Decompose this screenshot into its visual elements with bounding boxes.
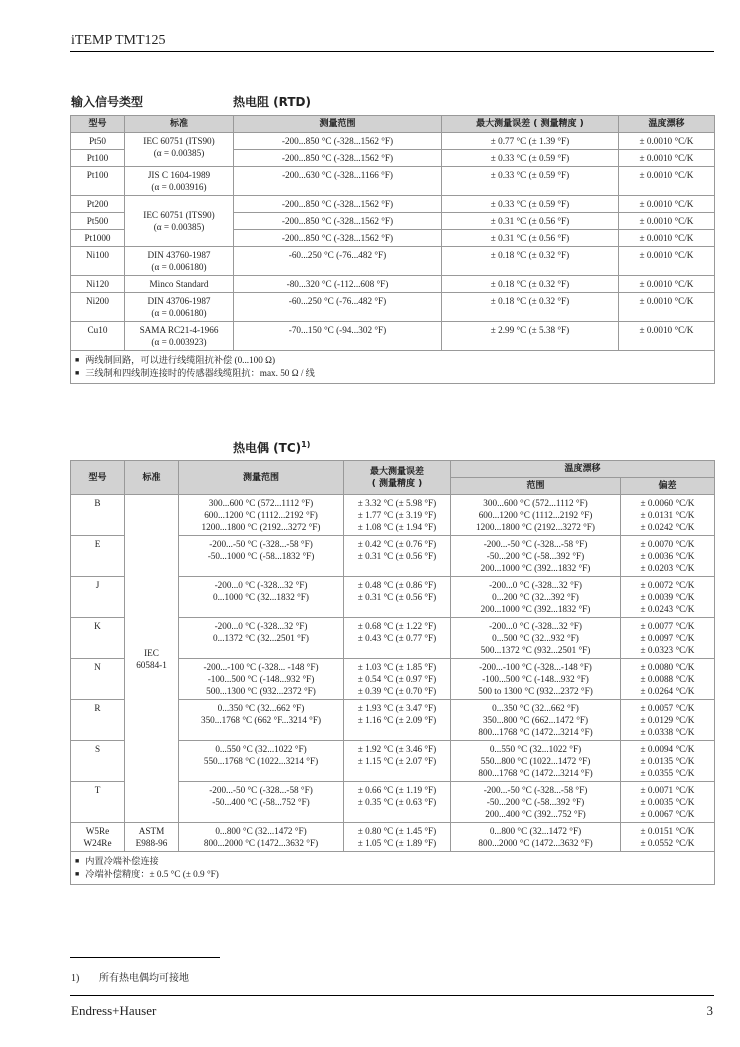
rtd-standard-line: (α = 0.003923) [151, 337, 207, 347]
rtd-range: -200...850 °C (-328...1562 °F) [234, 230, 442, 247]
footnote-rule [70, 957, 220, 958]
tc-table [70, 460, 715, 885]
rtd-range: -60...250 °C (-76...482 °F) [234, 293, 442, 322]
rtd-error: ± 0.31 °C (± 0.56 °F) [442, 213, 619, 230]
tc-drift-dev [621, 782, 715, 823]
rtd-range: -70...150 °C (-94...302 °F) [234, 322, 442, 351]
tc-error-line: ± 0.66 °C (± 1.19 °F) [357, 785, 437, 795]
rtd-col-range: 测量范围 [234, 116, 442, 133]
tc-standard-line: E988-96 [135, 838, 168, 848]
tc-drift-dev-line: ± 0.0097 °C/K [640, 633, 695, 643]
tc-drift-range-line: 550...800 °C (1022...1472 °F) [480, 756, 591, 766]
tc-body [71, 495, 715, 885]
rtd-error: ± 2.99 °C (± 5.38 °F) [442, 322, 619, 351]
tc-error [344, 659, 451, 700]
tc-error-line: ± 0.31 °C (± 0.56 °F) [357, 592, 437, 602]
tc-col-type: 型号 [71, 461, 125, 495]
header-rule [70, 51, 714, 52]
section-label: 输入信号类型 [71, 95, 144, 109]
rtd-range: -80...320 °C (-112...608 °F) [234, 276, 442, 293]
tc-title-footnote-ref: 1) [301, 440, 311, 449]
tc-standard-line: ASTM [138, 826, 165, 836]
table-row [71, 167, 715, 196]
tc-notes [71, 852, 715, 885]
rtd-type: Pt500 [71, 213, 125, 230]
tc-standard [125, 823, 179, 852]
tc-type-line: R [94, 703, 101, 713]
tc-drift-range [451, 700, 621, 741]
tc-range-line: 0...1000 °C (32...1832 °F) [213, 592, 309, 602]
tc-error-line: ± 0.68 °C (± 1.22 °F) [357, 621, 437, 631]
tc-col-error-line: 最大测量误差 [369, 466, 424, 477]
tc-error-line: ± 1.15 °C (± 2.07 °F) [357, 756, 437, 766]
tc-error-line: ± 0.42 °C (± 0.76 °F) [357, 539, 437, 549]
tc-range-line: -200...-50 °C (-328...-58 °F) [209, 539, 313, 549]
tc-drift-range-line: 0...800 °C (32...1472 °F) [489, 826, 582, 836]
rtd-drift: ± 0.0010 °C/K [619, 293, 715, 322]
tc-range-line: 0...1372 °C (32...2501 °F) [213, 633, 309, 643]
footnote-text: 所有热电偶均可接地 [99, 973, 189, 984]
rtd-range: -200...850 °C (-328...1562 °F) [234, 150, 442, 167]
tc-standard-line: IEC [144, 647, 159, 658]
tc-type-line: N [94, 662, 101, 672]
tc-range-line: -200...-50 °C (-328...-58 °F) [209, 785, 313, 795]
tc-drift-dev-line: ± 0.0552 °C/K [640, 838, 695, 848]
rtd-range: -200...850 °C (-328...1562 °F) [234, 213, 442, 230]
rtd-drift: ± 0.0010 °C/K [619, 196, 715, 213]
tc-col-drift-range: 范围 [451, 478, 621, 495]
tc-drift-range-line: 1200...1800 °C (2192...3272 °F) [476, 522, 595, 532]
rtd-body [71, 133, 715, 384]
tc-drift-dev-line: ± 0.0070 °C/K [640, 539, 695, 549]
rtd-standard [125, 293, 234, 322]
rtd-header-row [71, 116, 715, 133]
tc-drift-dev-line: ± 0.0039 °C/K [640, 592, 695, 602]
tc-drift-range-line: 600...1200 °C (1112...2192 °F) [478, 510, 593, 520]
tc-type-line: S [94, 744, 101, 754]
tc-range-line: 500...1300 °C (932...2372 °F) [206, 686, 316, 696]
rtd-standard-line: IEC 60751 (ITS90) [143, 210, 215, 220]
rtd-error: ± 0.18 °C (± 0.32 °F) [442, 293, 619, 322]
rtd-drift: ± 0.0010 °C/K [619, 150, 715, 167]
tc-drift-dev-line: ± 0.0203 °C/K [640, 563, 695, 573]
tc-drift-range-line: -200...-100 °C (-328...-148 °F) [479, 662, 592, 672]
tc-col-range: 测量范围 [179, 461, 344, 495]
tc-drift-range-line: 300...600 °C (572...1112 °F) [483, 498, 588, 508]
rtd-drift: ± 0.0010 °C/K [619, 230, 715, 247]
tc-range-line: 550...1768 °C (1022...3214 °F) [203, 756, 319, 766]
tc-col-error-line: ( 测量精度 ) [371, 478, 423, 489]
rtd-type: Cu10 [71, 322, 125, 351]
footer-rule [70, 995, 714, 996]
rtd-table [70, 115, 715, 384]
tc-note: ■ 冷端补偿精度：± 0.5 °C (± 0.9 °F) [75, 868, 710, 881]
tc-drift-range-line: 200...400 °C (392...752 °F) [485, 809, 586, 819]
rtd-error: ± 0.31 °C (± 0.56 °F) [442, 230, 619, 247]
rtd-note: ■ 两线制回路，可以进行线缆阻抗补偿 (0...100 Ω) [75, 354, 710, 367]
tc-drift-dev [621, 700, 715, 741]
tc-error [344, 823, 451, 852]
tc-range [179, 782, 344, 823]
tc-error-line: ± 0.80 °C (± 1.45 °F) [357, 826, 437, 836]
rtd-standard [125, 196, 234, 247]
rtd-error: ± 0.33 °C (± 0.59 °F) [442, 167, 619, 196]
tc-drift-dev-line: ± 0.0094 °C/K [640, 744, 695, 754]
tc-type [71, 782, 125, 823]
rtd-error: ± 0.33 °C (± 0.59 °F) [442, 196, 619, 213]
tc-note: ■ 内置冷端补偿连接 [75, 855, 710, 868]
rtd-drift: ± 0.0010 °C/K [619, 247, 715, 276]
tc-drift-dev-line: ± 0.0131 °C/K [640, 510, 695, 520]
rtd-error: ± 0.33 °C (± 0.59 °F) [442, 150, 619, 167]
tc-range-line: 300...600 °C (572...1112 °F) [208, 498, 314, 508]
tc-range-line: 0...550 °C (32...1022 °F) [215, 744, 307, 754]
tc-drift-range [451, 495, 621, 536]
table-row [71, 133, 715, 150]
rtd-range: -60...250 °C (-76...482 °F) [234, 247, 442, 276]
tc-error [344, 536, 451, 577]
rtd-standard-line: JIS C 1604-1989 [147, 170, 211, 180]
tc-drift-range-line: -200...0 °C (-328...32 °F) [489, 621, 582, 631]
tc-standard [125, 495, 179, 823]
tc-title [233, 439, 310, 456]
tc-drift-dev [621, 536, 715, 577]
tc-drift-dev-line: ± 0.0135 °C/K [640, 756, 695, 766]
tc-error-line: ± 3.32 °C (± 5.98 °F) [357, 498, 437, 508]
table-row [71, 823, 715, 852]
rtd-standard-line: Minco Standard [149, 279, 209, 289]
tc-drift-range-line: -200...-50 °C (-328...-58 °F) [483, 539, 588, 549]
tc-range [179, 618, 344, 659]
tc-drift-dev-line: ± 0.0067 °C/K [640, 809, 695, 819]
tc-drift-dev-line: ± 0.0264 °C/K [640, 686, 695, 696]
tc-type [71, 700, 125, 741]
tc-drift-range [451, 536, 621, 577]
tc-drift-dev [621, 741, 715, 782]
tc-drift-range-line: -200...-50 °C (-328...-58 °F) [483, 785, 588, 795]
tc-drift-dev [621, 577, 715, 618]
tc-range-line: -200...0 °C (-328...32 °F) [214, 580, 308, 590]
tc-error [344, 782, 451, 823]
rtd-type: Pt200 [71, 196, 125, 213]
tc-range [179, 659, 344, 700]
tc-type [71, 577, 125, 618]
table-row [71, 293, 715, 322]
tc-range [179, 577, 344, 618]
tc-error [344, 618, 451, 659]
tc-error-line: ± 1.77 °C (± 3.19 °F) [357, 510, 437, 520]
tc-error-line: ± 0.35 °C (± 0.63 °F) [357, 797, 437, 807]
tc-range-line: 0...800 °C (32...1472 °F) [215, 826, 307, 836]
tc-notes-row [71, 852, 715, 885]
rtd-standard-line: IEC 60751 (ITS90) [143, 136, 215, 146]
tc-type [71, 659, 125, 700]
tc-drift-range-line: 350...800 °C (662...1472 °F) [482, 715, 589, 725]
tc-error-line: ± 0.54 °C (± 0.97 °F) [357, 674, 437, 684]
tc-drift-dev-line: ± 0.0151 °C/K [640, 826, 695, 836]
tc-drift-range-line: 0...500 °C (32...932 °F) [492, 633, 579, 643]
tc-drift-dev-line: ± 0.0035 °C/K [640, 797, 695, 807]
rtd-drift: ± 0.0010 °C/K [619, 276, 715, 293]
tc-range [179, 536, 344, 577]
rtd-type: Ni100 [71, 247, 125, 276]
tc-col-drift: 温度漂移 [451, 461, 715, 478]
tc-drift-range [451, 823, 621, 852]
tc-drift-dev-line: ± 0.0243 °C/K [640, 604, 695, 614]
tc-drift-range-line: -50...200 °C (-58...392 °F) [486, 797, 585, 807]
tc-drift-range-line: 0...550 °C (32...1022 °F) [489, 744, 582, 754]
tc-error-line: ± 1.92 °C (± 3.46 °F) [357, 744, 437, 754]
rtd-error: ± 0.18 °C (± 0.32 °F) [442, 276, 619, 293]
rtd-range: -200...850 °C (-328...1562 °F) [234, 196, 442, 213]
tc-drift-range-line: 800...1768 °C (1472...3214 °F) [478, 768, 593, 778]
tc-range-line: -200...-100 °C (-328... -148 °F) [203, 662, 319, 672]
rtd-standard-line: DIN 43706-1987 [147, 296, 211, 306]
rtd-notes [71, 351, 715, 384]
tc-col-drift-dev: 偏差 [621, 478, 715, 495]
tc-range [179, 700, 344, 741]
tc-drift-dev-line: ± 0.0129 °C/K [640, 715, 695, 725]
tc-type [71, 823, 125, 852]
tc-drift-dev-line: ± 0.0077 °C/K [640, 621, 695, 631]
tc-error-line: ± 0.48 °C (± 0.86 °F) [357, 580, 437, 590]
tc-error [344, 741, 451, 782]
tc-range [179, 823, 344, 852]
rtd-standard-line: (α = 0.00385) [153, 148, 205, 158]
tc-range-line: 350...1768 °C (662 °F...3214 °F) [200, 715, 322, 725]
tc-drift-range-line: 0...200 °C (32...392 °F) [492, 592, 579, 602]
tc-range-line: 1200...1800 °C (2192...3272 °F) [201, 522, 321, 532]
rtd-note: ■ 三线制和四线制连接时的传感器线缆阻抗：max. 50 Ω / 线 [75, 367, 710, 380]
tc-error-line: ± 1.03 °C (± 1.85 °F) [357, 662, 437, 672]
tc-drift-dev [621, 618, 715, 659]
tc-type-line: K [94, 621, 101, 631]
table-row [71, 276, 715, 293]
rtd-error: ± 0.18 °C (± 0.32 °F) [442, 247, 619, 276]
tc-drift-dev-line: ± 0.0071 °C/K [640, 785, 695, 795]
rtd-col-standard: 标准 [125, 116, 234, 133]
tc-drift-range [451, 659, 621, 700]
tc-error [344, 577, 451, 618]
tc-error-line: ± 0.43 °C (± 0.77 °F) [357, 633, 437, 643]
tc-col-standard: 标准 [125, 461, 179, 495]
tc-error-line: ± 0.39 °C (± 0.70 °F) [357, 686, 437, 696]
tc-drift-range-line: 800...2000 °C (1472...3632 °F) [478, 838, 593, 848]
tc-range [179, 495, 344, 536]
rtd-error: ± 0.77 °C (± 1.39 °F) [442, 133, 619, 150]
tc-drift-range-line: 500...1372 °C (932...2501 °F) [480, 645, 591, 655]
rtd-type: Pt1000 [71, 230, 125, 247]
tc-drift-dev-line: ± 0.0036 °C/K [640, 551, 695, 561]
tc-error [344, 495, 451, 536]
tc-type [71, 495, 125, 536]
rtd-type: Ni120 [71, 276, 125, 293]
tc-type-line: W5Re [85, 826, 110, 836]
page-number: 3 [706, 1003, 713, 1018]
tc-drift-range-line: 200...1000 °C (392...1832 °F) [480, 604, 591, 614]
tc-type [71, 618, 125, 659]
rtd-standard [125, 133, 234, 167]
tc-range [179, 741, 344, 782]
tc-drift-dev-line: ± 0.0088 °C/K [640, 674, 695, 684]
rtd-standard-line: (α = 0.006180) [151, 262, 207, 272]
rtd-type: Pt100 [71, 167, 125, 196]
rtd-range: -200...850 °C (-328...1562 °F) [234, 133, 442, 150]
tc-drift-dev [621, 659, 715, 700]
tc-drift-dev-line: ± 0.0338 °C/K [640, 727, 695, 737]
tc-error [344, 700, 451, 741]
tc-col-error [344, 461, 451, 495]
rtd-standard-line: (α = 0.006180) [151, 308, 207, 318]
tc-range-line: -50...400 °C (-58...752 °F) [212, 797, 310, 807]
tc-error-line: ± 1.93 °C (± 3.47 °F) [357, 703, 437, 713]
tc-drift-range-line: 0...350 °C (32...662 °F) [492, 703, 579, 713]
tc-drift-range-line: 500 to 1300 °C (932...2372 °F) [478, 686, 593, 696]
rtd-drift: ± 0.0010 °C/K [619, 167, 715, 196]
rtd-type: Ni200 [71, 293, 125, 322]
rtd-standard [125, 322, 234, 351]
rtd-drift: ± 0.0010 °C/K [619, 213, 715, 230]
rtd-standard-line: DIN 43760-1987 [147, 250, 211, 260]
tc-drift-range-line: -50...200 °C (-58...392 °F) [486, 551, 585, 561]
tc-drift-range [451, 618, 621, 659]
footnote-number: 1) [71, 973, 80, 984]
rtd-title: 热电阻 (RTD) [233, 95, 311, 109]
tc-drift-dev-line: ± 0.0323 °C/K [640, 645, 695, 655]
tc-drift-dev-line: ± 0.0080 °C/K [640, 662, 695, 672]
rtd-type: Pt50 [71, 133, 125, 150]
tc-range-line: 800...2000 °C (1472...3632 °F) [203, 838, 319, 848]
tc-range-line: 0...350 °C (32...662 °F) [217, 703, 305, 713]
tc-drift-dev-line: ± 0.0242 °C/K [640, 522, 695, 532]
tc-drift-dev-line: ± 0.0072 °C/K [640, 580, 695, 590]
tc-drift-dev-line: ± 0.0060 °C/K [640, 498, 695, 508]
tc-drift-range [451, 741, 621, 782]
tc-error-line: ± 1.05 °C (± 1.89 °F) [357, 838, 437, 848]
tc-drift-range-line: 800...1768 °C (1472...3214 °F) [478, 727, 593, 737]
rtd-type: Pt100 [71, 150, 125, 167]
tc-range-line: -50...1000 °C (-58...1832 °F) [207, 551, 315, 561]
tc-type-line: T [94, 785, 101, 795]
rtd-standard-line: (α = 0.00385) [153, 222, 205, 232]
tc-error-line: ± 1.08 °C (± 1.94 °F) [357, 522, 437, 532]
table-row [71, 495, 715, 536]
tc-error-line: ± 0.31 °C (± 0.56 °F) [357, 551, 437, 561]
tc-drift-range-line: -200...0 °C (-328...32 °F) [489, 580, 582, 590]
rtd-standard [125, 247, 234, 276]
page-header-product: iTEMP TMT125 [71, 33, 166, 48]
tc-range-line: 600...1200 °C (1112...2192 °F) [204, 510, 318, 520]
footer-brand: Endress+Hauser [71, 1003, 157, 1018]
tc-drift-dev-line: ± 0.0057 °C/K [640, 703, 695, 713]
tc-drift-range [451, 782, 621, 823]
rtd-standard [125, 276, 234, 293]
tc-header-row [71, 461, 715, 478]
rtd-notes-row [71, 351, 715, 384]
tc-range-line: -200...0 °C (-328...32 °F) [214, 621, 308, 631]
rtd-col-error: 最大测量误差 ( 测量精度 ) [442, 116, 619, 133]
tc-type-line: E [94, 539, 101, 549]
table-row [71, 247, 715, 276]
tc-drift-range [451, 577, 621, 618]
rtd-drift: ± 0.0010 °C/K [619, 133, 715, 150]
tc-drift-dev-line: ± 0.0355 °C/K [640, 768, 695, 778]
footnote [71, 969, 189, 984]
tc-drift-dev [621, 823, 715, 852]
table-row [71, 196, 715, 213]
tc-error-line: ± 1.16 °C (± 2.09 °F) [357, 715, 437, 725]
tc-type [71, 536, 125, 577]
tc-type [71, 741, 125, 782]
tc-type-line: B [94, 498, 101, 508]
rtd-standard-line: (α = 0.003916) [151, 182, 207, 192]
rtd-standard-line: SAMA RC21-4-1966 [139, 325, 219, 335]
table-row [71, 322, 715, 351]
rtd-standard [125, 167, 234, 196]
tc-drift-range-line: 200...1000 °C (392...1832 °F) [480, 563, 591, 573]
rtd-drift: ± 0.0010 °C/K [619, 322, 715, 351]
tc-title-text: 热电偶 (TC) [233, 441, 302, 455]
tc-type-line: W24Re [83, 838, 112, 848]
rtd-col-drift: 温度漂移 [619, 116, 715, 133]
tc-range-line: -100...500 °C (-148...932 °F) [207, 674, 315, 684]
tc-drift-range-line: -100...500 °C (-148...932 °F) [482, 674, 589, 684]
tc-drift-dev [621, 495, 715, 536]
rtd-col-type: 型号 [71, 116, 125, 133]
tc-standard-line: 60584-1 [136, 659, 167, 670]
rtd-range: -200...630 °C (-328...1166 °F) [234, 167, 442, 196]
tc-type-line: J [95, 580, 100, 590]
